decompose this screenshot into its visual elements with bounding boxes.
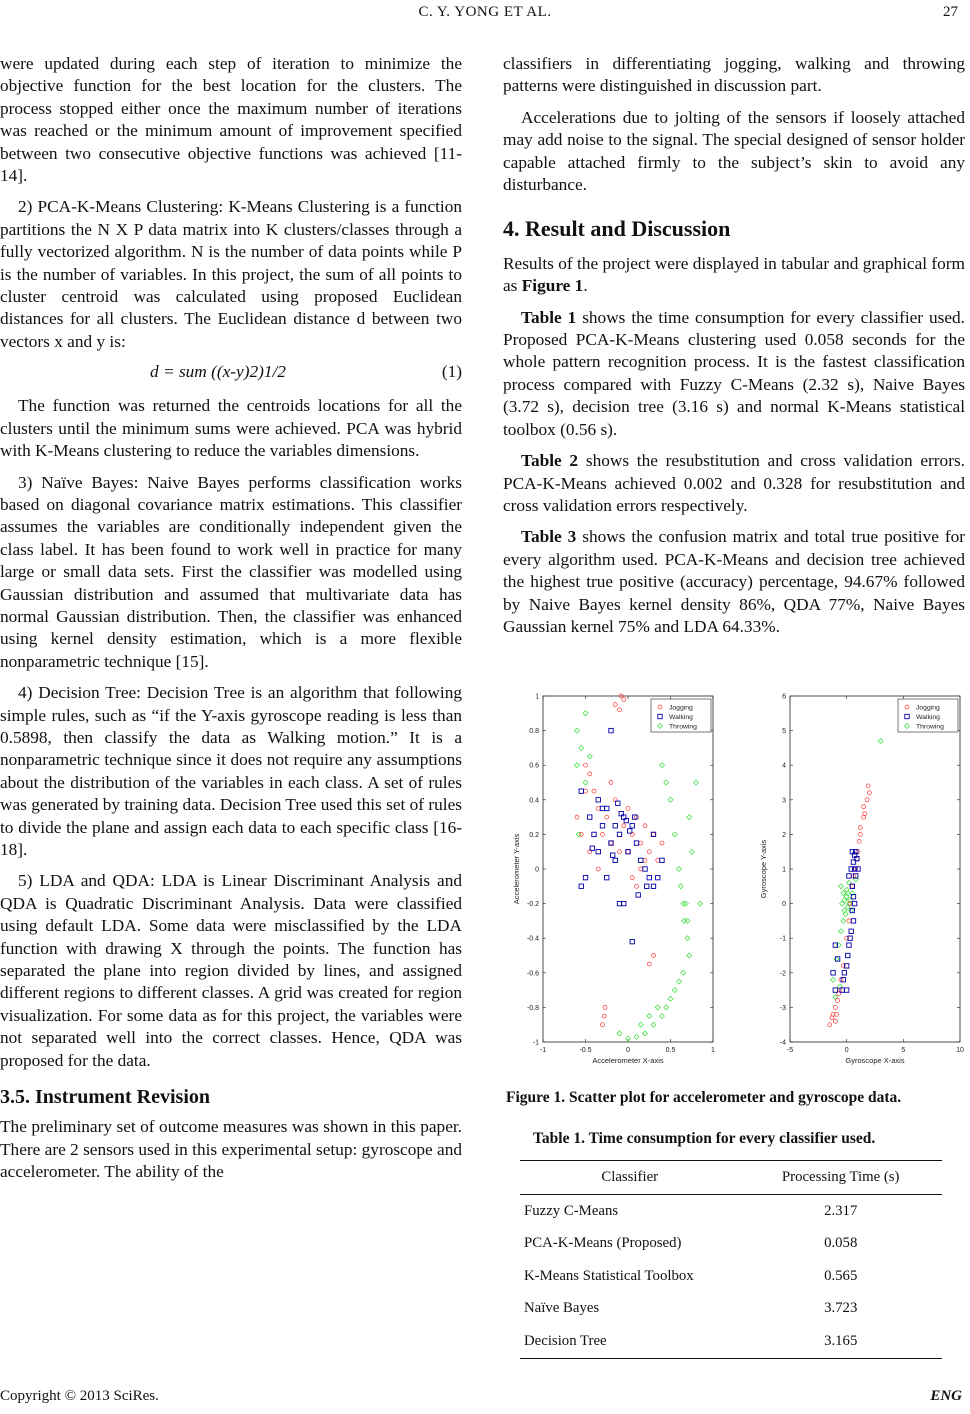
throwing-point	[839, 884, 844, 889]
jogging-point	[867, 791, 871, 795]
jogging-point	[584, 789, 588, 793]
paragraph: were updated during each step of iteration to minimize the objective function for the best location for the clusters. The process stopped either once the maximum number of iterations was reached or the minimum amount of improvement specified between two consecutive objective functions was achieved [11-14].	[0, 54, 462, 186]
throwing-point	[655, 1005, 660, 1010]
throwing-point	[672, 832, 677, 837]
y-tick-label: 0.6	[529, 762, 539, 770]
x-tick-label: 5	[901, 1047, 906, 1054]
jogging-point	[602, 1014, 606, 1018]
walking-point	[833, 988, 837, 992]
y-tick-label: 0.4	[529, 797, 539, 805]
walking-point	[833, 943, 837, 947]
text: Results of the project were displayed in tabular and graphical form as	[503, 253, 965, 296]
paragraph: 5) LDA and QDA: LDA is Linear Discriminant Analysis and QDA is Quadratic Discriminant Analysis. Data were classified using default LDA. Some data were misclassified by the LDA function with drawing X through the points. The function has separated the plane into region divided by lines, and assigned different regions to different classes. A grid was created for region visualization. For some data as for this project, the variables were not separated well into the correct classes. Hence, QDA was proposed for the data.	[0, 871, 462, 1070]
walking-point	[643, 867, 647, 871]
copyright: Copyright © 2013 SciRes.	[0, 1388, 159, 1404]
y-tick-label: 5	[782, 728, 786, 736]
throwing-point	[682, 918, 687, 923]
chart-legend	[898, 699, 958, 732]
jogging-point	[618, 708, 622, 712]
table-cell: Naïve Bayes	[524, 1300, 600, 1317]
paragraph: The preliminary set of outcome measures was shown in this paper. There are 2 sensors used in this experimental setup: gyroscope and accelerometer. The ability of the	[0, 1117, 462, 1182]
jogging-point	[830, 1016, 834, 1020]
paragraph	[503, 307, 965, 441]
throwing-point	[668, 797, 673, 802]
throwing-point	[839, 929, 844, 934]
table-header-row	[520, 1161, 942, 1195]
time-table	[520, 1160, 942, 1359]
x-tick-label: -0.5	[579, 1047, 592, 1054]
y-tick-label: -4	[779, 1039, 786, 1047]
left-column	[0, 53, 462, 1184]
throwing-point	[677, 867, 682, 872]
legend-label: Jogging	[669, 704, 693, 712]
equation-body: d = sum ((x-y)2)1/2	[150, 362, 286, 382]
walking-point	[660, 858, 664, 862]
jogging-point	[618, 850, 622, 854]
text: shows the time consumption for every classifier used. Proposed PCA-K-Means clustering used 0.058 seconds for the whole pattern recognition process. It is the fastest classification process compared with Fuzzy C-Means (2.32 s), Naive Bayes (3.72 s), decision tree (3.16 s) and normal K-Means statistical toolbox (0.56 s).	[503, 307, 965, 439]
text: shows the confusion matrix and total true positive for every algorithm used. PCA-K-Means and decision tree achieved the highest true positive (accuracy) percentage, 94.67% followed by Naive Bayes kernel density 86%, QDA 77%, Naive Bayes Gaussian kernel 75% and LDA 64.33%.	[503, 527, 965, 636]
column-header: Classifier	[520, 1161, 739, 1195]
walking-point	[583, 875, 587, 879]
throwing-point	[689, 849, 694, 854]
table-row	[520, 1195, 942, 1228]
throwing-point	[643, 1031, 648, 1036]
walking-point	[630, 939, 634, 943]
jogging-point	[847, 919, 851, 923]
jogging-point	[609, 781, 613, 785]
walking-point	[847, 943, 851, 947]
table-cell: 0.058	[824, 1235, 858, 1252]
jogging-point	[647, 962, 651, 966]
y-tick-label: 0	[535, 866, 539, 874]
y-tick-label: -0.4	[526, 935, 539, 943]
x-tick-label: 0	[844, 1047, 849, 1054]
throwing-point	[587, 754, 592, 759]
table-row	[520, 1325, 942, 1358]
x-tick-label: -5	[786, 1047, 794, 1054]
y-axis-label: Accelerometer Y-axis	[512, 833, 521, 905]
jogging-point	[858, 825, 862, 829]
x-tick-label: -1	[539, 1047, 547, 1054]
jogging-point	[833, 1005, 837, 1009]
figure-caption: Figure 1. Scatter plot for accelerometer and gyroscope data.	[506, 1089, 902, 1106]
jogging-point	[635, 815, 639, 819]
y-tick-label: 4	[782, 762, 786, 770]
y-tick-label: 6	[782, 693, 786, 701]
jogging-point	[596, 806, 600, 810]
jogging-point	[647, 850, 651, 854]
y-tick-label: -2	[779, 970, 786, 978]
jogging-point	[858, 832, 862, 836]
walking-point	[651, 884, 655, 888]
jogging-point	[622, 824, 626, 828]
legend-label: Throwing	[669, 723, 697, 731]
equation-number: (1)	[441, 362, 462, 382]
throwing-point	[685, 918, 690, 923]
throwing-point	[694, 780, 699, 785]
jogging-point	[828, 1023, 832, 1027]
walking-point	[613, 858, 617, 862]
jogging-point	[622, 697, 626, 701]
walking-point	[831, 971, 835, 975]
jogging-point	[626, 806, 630, 810]
legend-label: Walking	[916, 714, 940, 721]
throwing-point	[647, 1014, 652, 1019]
y-tick-label: -0.8	[526, 1004, 539, 1012]
throwing-point	[660, 1014, 665, 1019]
throwing-point	[668, 996, 673, 1001]
table-row	[520, 1260, 942, 1293]
running-title: C. Y. YONG ET AL.	[418, 4, 552, 20]
jogging-point	[652, 832, 656, 836]
walking-point	[617, 832, 621, 836]
throwing-point	[685, 936, 690, 941]
table-1	[520, 1160, 942, 1359]
section-heading: 4. Result and Discussion	[503, 216, 731, 242]
jogging-point	[656, 858, 660, 862]
throwing-point	[617, 1031, 622, 1036]
throwing-point	[575, 728, 580, 733]
jogging-point	[863, 812, 867, 816]
throwing-point	[583, 780, 588, 785]
walking-point	[611, 853, 615, 857]
walking-point	[609, 728, 613, 732]
jogging-point	[643, 858, 647, 862]
walking-point	[636, 893, 640, 897]
walking-point	[851, 919, 855, 923]
walking-point	[613, 824, 617, 828]
x-tick-label: 1	[711, 1047, 715, 1054]
throwing-point	[687, 815, 692, 820]
plot-frame	[790, 696, 960, 1042]
paragraph	[503, 526, 965, 638]
throwing-point	[677, 979, 682, 984]
jogging-point	[592, 789, 596, 793]
page-header	[0, 0, 970, 30]
walking-point	[645, 884, 649, 888]
throwing-point	[672, 988, 677, 993]
table-ref: Table 1	[521, 307, 577, 327]
jogging-point	[639, 867, 643, 871]
chart-legend	[651, 699, 711, 732]
x-tick-label: 10	[956, 1047, 964, 1054]
figure-1	[503, 690, 968, 1078]
paragraph: 4) Decision Tree: Decision Tree is an algorithm that following simple rules, such as “if the Y-axis gyroscope reading is less than 0.5898, then classify the data as Walking motion.” It is a nonparametric technique since it does not require any assumptions about the distribution of the variables in each class. A set of rules was generated by training data. Decision Tree used this set of rules to divide the plane and assign each data to each specific class [16-18].	[0, 683, 462, 859]
walking-point	[849, 929, 853, 933]
walking-point	[847, 874, 851, 878]
jogging-point	[601, 1023, 605, 1027]
walking-point	[852, 901, 856, 905]
throwing-point	[664, 1005, 669, 1010]
legend-label: Walking	[669, 714, 693, 721]
walking-point	[656, 875, 660, 879]
chart-panel-2	[759, 694, 964, 1066]
paragraph: The function was returned the centroids locations for all the clusters until the minimum sums were achieved. PCA was hybrid with K-Means clustering to reduce the variables dimensions.	[0, 396, 462, 461]
jogging-point	[857, 839, 861, 843]
jogging-point	[609, 841, 613, 845]
paragraph: Results of the project were displayed in tabular and graphical form as Figure 1.	[503, 253, 965, 296]
walking-point	[600, 806, 604, 810]
jogging-point	[652, 954, 656, 958]
y-tick-label: 0	[782, 901, 786, 909]
walking-point	[592, 832, 596, 836]
jogging-point	[862, 805, 866, 809]
walking-point	[639, 858, 643, 862]
y-tick-label: -1	[532, 1039, 539, 1047]
text: shows the resubstitution and cross validation errors. PCA-K-Means achieved 0.002 and 0.328 for resubstitution and cross validation errors respectively.	[503, 451, 966, 515]
y-tick-label: 3	[782, 797, 786, 805]
jogging-point	[584, 763, 588, 767]
y-tick-label: -0.2	[526, 901, 539, 909]
throwing-point	[831, 977, 836, 982]
table-row	[520, 1293, 942, 1326]
y-tick-label: 0.2	[529, 831, 539, 839]
table-cell: 3.723	[824, 1300, 858, 1317]
walking-point	[600, 824, 604, 828]
throwing-point	[579, 745, 584, 750]
walking-point	[647, 875, 651, 879]
y-tick-label: 1	[535, 693, 539, 701]
right-column	[503, 53, 965, 638]
chart-panel-1	[512, 694, 715, 1066]
jogging-point	[850, 884, 854, 888]
paragraph: Accelerations due to jolting of the sensors if loosely attached may add noise to the signal. The special designed of sensor holder capable attached firmly to the subject’s skin to avoid any disturbance.	[503, 107, 965, 195]
x-axis-label: Gyroscope X-axis	[845, 1056, 905, 1065]
table-row	[520, 1228, 942, 1261]
throwing-point	[841, 918, 846, 923]
table-cell: 3.165	[739, 1325, 942, 1358]
plot-frame	[543, 696, 713, 1042]
table-cell: K-Means Statistical Toolbox	[524, 1267, 694, 1284]
throwing-point	[575, 763, 580, 768]
walking-point	[846, 953, 850, 957]
jogging-point	[605, 815, 609, 819]
legend-label: Throwing	[916, 723, 944, 731]
page-number: 27	[943, 4, 958, 20]
jogging-point	[601, 832, 605, 836]
paragraph: 3) Naïve Bayes: Naive Bayes performs classification works based on diagonal covariance matrix estimations. This classifier assumes the variables are conditionally independent given the class label. It has been found to work well in practice for many large or small data sets. First the classifier was modelled using Gaussian distribution and assumed that multivariate data has normal Gaussian distribution. Then, the classifier was enhanced using kernel density estimation, which is a more flexible nonparametric technique [15].	[0, 472, 462, 671]
jogging-point	[575, 815, 579, 819]
walking-point	[634, 841, 638, 845]
walking-point	[579, 884, 583, 888]
walking-point	[844, 988, 848, 992]
throwing-point	[664, 780, 669, 785]
jogging-point	[588, 772, 592, 776]
throwing-point	[681, 970, 686, 975]
paragraph	[503, 450, 965, 517]
y-tick-label: 1	[782, 866, 786, 874]
paragraph: 2) PCA-K-Means Clustering: K-Means Clustering is a function partitions the N X P data matrix into K clusters/classes through a fully vectorized algorithm. N is the number of data points while P is the number of variables. In this project, the sum of all points to cluster centroid was calculated using proposed Euclidean distances for all clusters. The Euclidean distance d between two vectors x and y is:	[0, 197, 462, 351]
throwing-point	[651, 1022, 656, 1027]
y-tick-label: -0.6	[526, 970, 539, 978]
jogging-point	[865, 798, 869, 802]
walking-point	[579, 789, 583, 793]
throwing-point	[878, 738, 883, 743]
jogging-point	[630, 876, 634, 880]
table-cell: Fuzzy C-Means	[524, 1202, 619, 1219]
paragraph: classifiers in differentiating jogging, walking and throwing patterns were distinguished in discussion part.	[503, 54, 965, 96]
table-cell: PCA-K-Means (Proposed)	[524, 1235, 682, 1252]
journal-abbrev: ENG	[930, 1388, 962, 1404]
column-header: Processing Time (s)	[739, 1161, 942, 1195]
walking-point	[588, 815, 592, 819]
y-axis-label: Gyroscope Y-axis	[759, 839, 768, 899]
y-tick-label: 0.8	[529, 728, 539, 736]
legend-label: Jogging	[916, 704, 940, 712]
table-ref: Table 2	[521, 451, 579, 471]
table-caption: Table 1. Time consumption for every classifier used.	[533, 1130, 876, 1147]
walking-point	[596, 798, 600, 802]
walking-point	[630, 824, 634, 828]
x-tick-label: 0	[626, 1047, 630, 1054]
throwing-point	[687, 953, 692, 958]
jogging-point	[643, 824, 647, 828]
jogging-point	[836, 998, 840, 1002]
walking-point	[622, 901, 626, 905]
jogging-point	[833, 1019, 837, 1023]
section-heading: 3.5. Instrument Revision	[0, 1086, 211, 1109]
y-tick-label: -1	[779, 935, 786, 943]
table-ref: Table 3	[521, 527, 577, 547]
throwing-point	[634, 1034, 639, 1039]
jogging-point	[596, 867, 600, 871]
jogging-point	[639, 841, 643, 845]
walking-point	[596, 850, 600, 854]
throwing-point	[678, 884, 683, 889]
jogging-point	[603, 1005, 607, 1009]
scatter-plots	[503, 690, 968, 1078]
throwing-point	[638, 1022, 643, 1027]
y-tick-label: 2	[782, 831, 786, 839]
y-tick-label: -3	[779, 1004, 786, 1012]
x-axis-label: Accelerometer X-axis	[592, 1056, 664, 1065]
throwing-point	[583, 711, 588, 716]
jogging-point	[866, 784, 870, 788]
walking-point	[605, 875, 609, 879]
throwing-point	[660, 763, 665, 768]
jogging-point	[660, 841, 664, 845]
jogging-point	[626, 850, 630, 854]
throwing-point	[698, 901, 703, 906]
walking-point	[605, 806, 609, 810]
table-cell: 0.565	[824, 1267, 858, 1284]
jogging-point	[635, 884, 639, 888]
jogging-point	[613, 703, 617, 707]
figure-ref: Figure 1	[521, 276, 584, 296]
walking-point	[617, 901, 621, 905]
throwing-point	[846, 880, 851, 885]
walking-point	[842, 971, 846, 975]
equation	[0, 361, 462, 385]
table-cell: Decision Tree	[520, 1325, 739, 1358]
x-tick-label: 0.5	[665, 1047, 676, 1054]
table-cell: 2.317	[824, 1202, 858, 1219]
